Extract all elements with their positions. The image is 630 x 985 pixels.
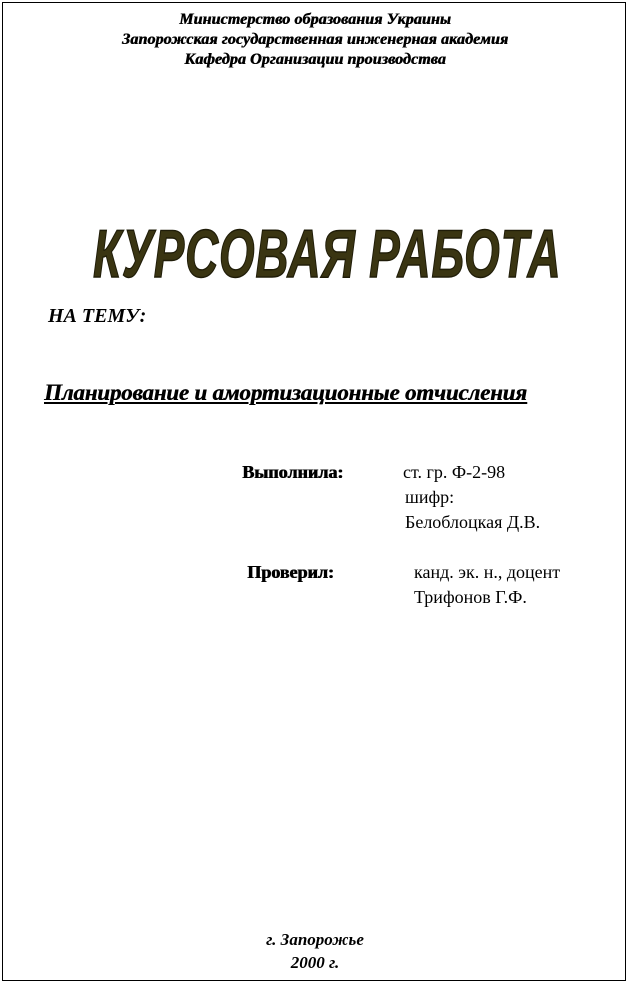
footer-year: 2000 г. <box>290 953 340 972</box>
topic-title: Планирование и амортизационные отчисления <box>44 380 527 405</box>
performed-name: Белоблоцкая Д.В. <box>405 512 541 532</box>
page-border <box>2 2 626 981</box>
department-name: Кафедра Организации производства <box>184 51 446 68</box>
footer <box>0 928 630 974</box>
ministry-name: Министерство образования Украины <box>179 11 451 28</box>
topic-label: НА ТЕМУ: <box>48 305 147 327</box>
header <box>0 10 630 70</box>
footer-city: г. Запорожье <box>266 930 364 949</box>
academy-name: Запорожская государственная инженерная академия <box>121 31 509 48</box>
performed-group: ст. гр. Ф-2-98 <box>403 462 506 482</box>
title-text: КУРСОВАЯ РАБОТА <box>93 216 562 293</box>
checked-position: канд. эк. н., доцент <box>414 562 561 582</box>
performed-cipher: шифр: <box>405 487 455 507</box>
checked-name: Трифонов Г.Ф. <box>414 587 527 607</box>
document-title <box>93 215 630 295</box>
checked-label: Проверил: <box>247 562 334 582</box>
performed-label: Выполнила: <box>242 462 344 482</box>
